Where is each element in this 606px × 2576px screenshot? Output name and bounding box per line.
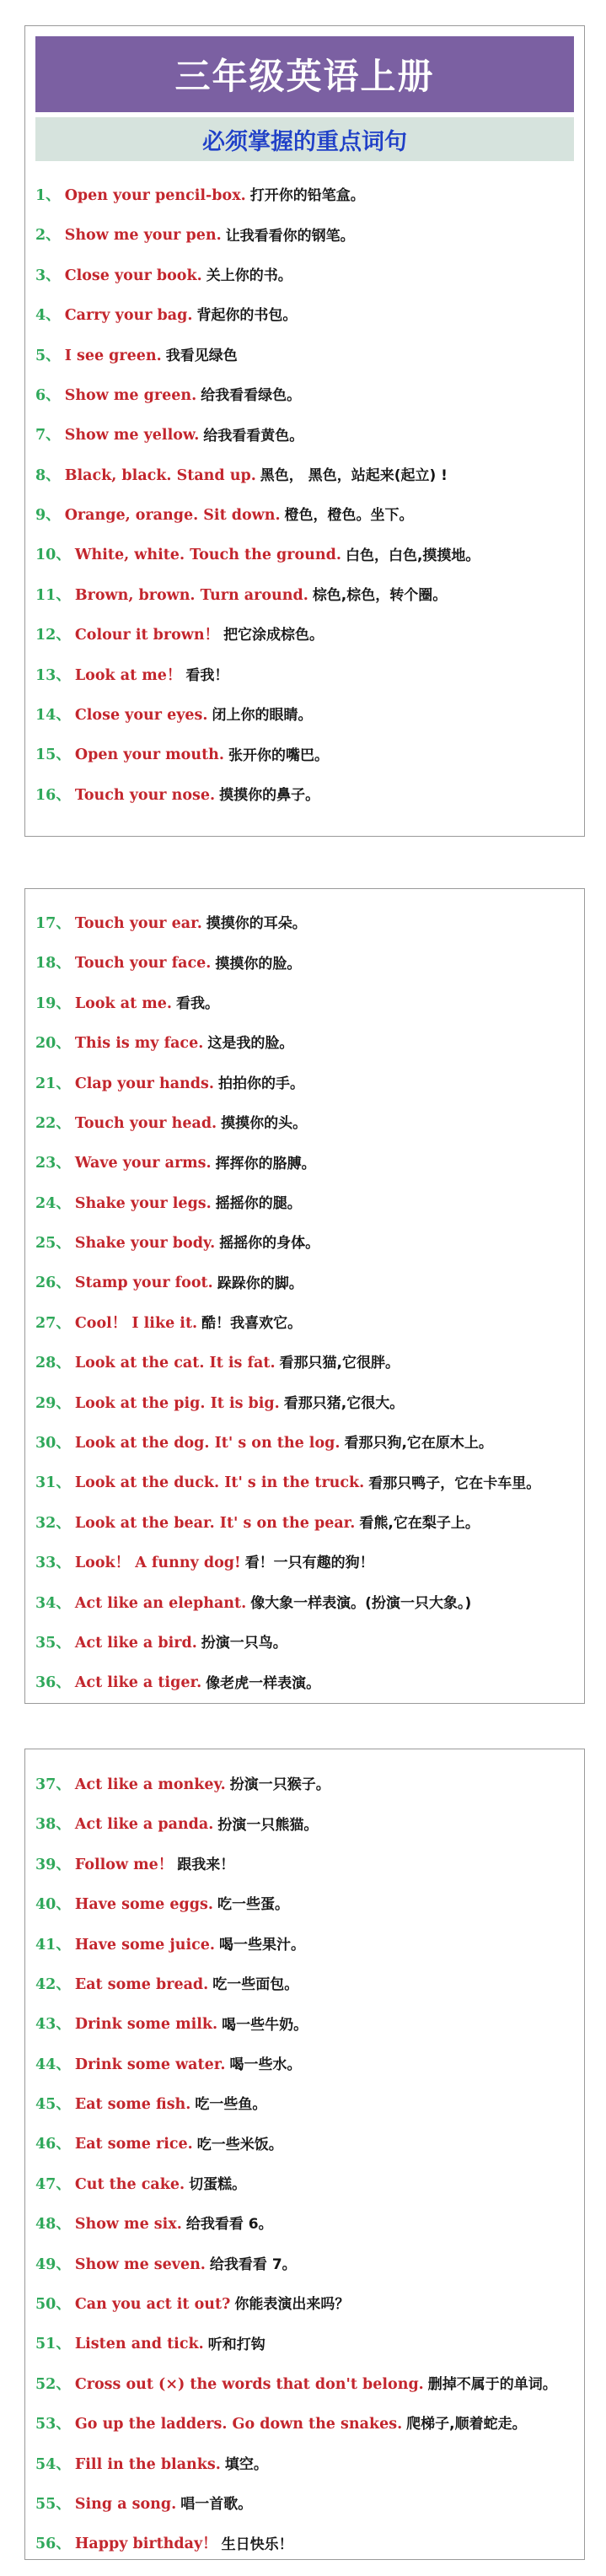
item-number: 41、 (35, 1936, 71, 1954)
chinese-translation: 我看见绿色 (165, 347, 238, 364)
item-number: 33、 (35, 1555, 71, 1572)
item-number: 34、 (35, 1594, 71, 1612)
item-number: 14、 (35, 707, 71, 725)
chinese-translation: 摇摇你的身体。 (219, 1235, 320, 1253)
chinese-translation: 让我看看你的钢笔。 (225, 227, 355, 245)
item-number: 43、 (35, 2016, 71, 2034)
chinese-translation: 删掉不属于的单词。 (427, 2376, 557, 2394)
english-phrase: Show me green. (64, 386, 197, 404)
item-number: 15、 (35, 746, 71, 764)
chinese-translation: 看！一只有趣的狗！ (244, 1555, 374, 1572)
chinese-translation: 扮演一只猴子。 (229, 1776, 330, 1794)
item-number: 23、 (35, 1155, 71, 1172)
item-number: 38、 (35, 1816, 71, 1834)
item-number: 21、 (35, 1075, 71, 1092)
chinese-translation: 生日快乐！ (221, 2536, 293, 2553)
phrase-item (35, 2285, 579, 2325)
english-phrase: Open your pencil-box. (64, 186, 246, 204)
chinese-translation: 打开你的铅笔盒。 (249, 187, 365, 205)
item-number: 17、 (35, 914, 71, 932)
phrase-item (35, 2365, 579, 2405)
phrase-item (35, 1805, 579, 1845)
phrase-item (35, 1504, 579, 1544)
phrase-item (35, 1765, 579, 1805)
chinese-translation: 爬梯子,顺着蛇走。 (406, 2416, 527, 2433)
english-phrase: Happy birthday！ (74, 2536, 217, 2553)
english-phrase: Touch your ear. (74, 914, 202, 932)
item-number: 28、 (35, 1355, 71, 1372)
page-title: 三年级英语上册 (35, 36, 574, 112)
phrase-item (35, 296, 579, 336)
phrase-item (35, 576, 579, 616)
english-phrase: Show me yellow. (64, 427, 200, 445)
item-number: 47、 (35, 2175, 71, 2193)
english-phrase: Act like a monkey. (74, 1776, 226, 1793)
item-number: 20、 (35, 1035, 71, 1053)
chinese-translation: 酷！我喜欢它。 (201, 1315, 303, 1333)
english-phrase: Look at me. (74, 994, 172, 1012)
english-phrase: Act like an elephant. (74, 1594, 247, 1612)
item-number: 35、 (35, 1634, 71, 1652)
chinese-translation: 看那只猪,它很大。 (283, 1394, 405, 1412)
english-phrase: Cut the cake. (74, 2175, 185, 2193)
item-number: 45、 (35, 2096, 71, 2114)
chinese-translation: 给我看看绿色。 (201, 387, 302, 405)
english-phrase: Go up the ladders. Go down the snakes. (74, 2416, 403, 2433)
phrase-item (35, 616, 579, 655)
phrase-item (35, 1304, 579, 1344)
english-phrase: Wave your arms. (74, 1155, 212, 1172)
phrase-item (35, 1064, 579, 1104)
chinese-translation: 看那只狗,它在原木上。 (344, 1435, 493, 1452)
chinese-translation: 喝一些水。 (229, 2056, 302, 2073)
phrase-item (35, 736, 579, 775)
phrase-item (35, 337, 579, 376)
english-phrase: Brown, brown. Turn around. (74, 586, 308, 604)
chinese-translation: 关上你的书。 (206, 267, 292, 284)
chinese-translation: 给我看看 7。 (209, 2255, 297, 2273)
phrase-item (35, 904, 579, 944)
item-number: 51、 (35, 2336, 71, 2353)
phrase-item (35, 2325, 579, 2364)
item-number: 31、 (35, 1474, 71, 1492)
phrase-panel-2 (24, 888, 585, 1704)
english-phrase: Touch your nose. (74, 786, 216, 804)
phrase-item (35, 1965, 579, 2005)
chinese-translation: 黑色， 黑色，站起来(起立) ! (260, 466, 448, 484)
phrase-item (35, 696, 579, 736)
english-phrase: Cross out (×) the words that don't belong. (74, 2375, 424, 2393)
chinese-translation: 这是我的脸。 (207, 1035, 294, 1053)
english-phrase: Listen and tick. (74, 2336, 204, 2353)
english-phrase: Touch your face. (74, 955, 212, 973)
item-number: 10、 (35, 547, 71, 564)
english-phrase: Shake your legs. (74, 1194, 212, 1212)
english-phrase: Colour it brown！ (74, 627, 220, 644)
english-phrase: Sing a song. (74, 2495, 177, 2513)
chinese-translation: 吃一些面包。 (212, 1976, 299, 1994)
phrase-item (35, 2405, 579, 2444)
english-phrase: Shake your body. (74, 1235, 216, 1253)
item-number: 2、 (35, 227, 61, 245)
english-phrase: Look at the dog. It' s on the log. (74, 1435, 341, 1452)
english-phrase: Drink some water. (74, 2056, 226, 2073)
phrase-list (35, 904, 579, 1704)
english-phrase: Stamp your foot. (74, 1275, 213, 1292)
phrase-item (35, 2205, 579, 2245)
phrase-item (35, 1144, 579, 1183)
item-number: 9、 (35, 507, 61, 525)
english-phrase: Act like a bird. (74, 1634, 197, 1652)
item-number: 55、 (35, 2495, 71, 2513)
chinese-translation: 摸摸你的脸。 (215, 955, 302, 973)
phrase-item (35, 1024, 579, 1064)
chinese-translation: 看熊,它在梨子上。 (359, 1515, 480, 1533)
phrase-item (35, 1885, 579, 1925)
item-number: 3、 (35, 267, 61, 284)
chinese-translation: 跟我来！ (177, 1856, 235, 1873)
chinese-translation: 跺跺你的脚。 (217, 1275, 303, 1292)
phrase-item (35, 1846, 579, 1885)
english-phrase: Eat some rice. (74, 2136, 193, 2153)
phrase-item (35, 1224, 579, 1264)
phrase-item (35, 2245, 579, 2285)
chinese-translation: 给我看看 6。 (185, 2216, 273, 2234)
english-phrase: Can you act it out? (74, 2296, 231, 2314)
chinese-translation: 看那只猫,它很胖。 (279, 1355, 400, 1372)
phrase-list (35, 1765, 579, 2565)
english-phrase: Show me your pen. (64, 227, 222, 245)
chinese-translation: 你能表演出来吗？ (234, 2296, 350, 2314)
phrase-item (35, 1663, 579, 1703)
phrase-panel-1 (24, 25, 585, 837)
english-phrase: Eat some fish. (74, 2096, 191, 2114)
item-number: 56、 (35, 2536, 71, 2553)
english-phrase: Eat some bread. (74, 1975, 209, 1993)
item-number: 44、 (35, 2056, 71, 2073)
chinese-translation: 吃一些鱼。 (195, 2096, 267, 2114)
item-number: 26、 (35, 1275, 71, 1292)
chinese-translation: 摸摸你的鼻子。 (219, 787, 320, 805)
english-phrase: Drink some milk. (74, 2016, 218, 2034)
phrase-item (35, 1424, 579, 1463)
chinese-translation: 吃一些蛋。 (217, 1896, 289, 1914)
phrase-item (35, 1926, 579, 1965)
english-phrase: This is my face. (74, 1035, 204, 1053)
item-number: 8、 (35, 466, 61, 484)
phrase-list (35, 176, 579, 816)
chinese-translation: 给我看看黄色。 (203, 427, 304, 445)
phrase-item (35, 2005, 579, 2045)
item-number: 30、 (35, 1435, 71, 1452)
phrase-item (35, 2126, 579, 2165)
phrase-item (35, 2525, 579, 2564)
english-phrase: Orange, orange. Sit down. (64, 507, 281, 525)
item-number: 39、 (35, 1856, 71, 1873)
item-number: 32、 (35, 1514, 71, 1532)
english-phrase: Open your mouth. (74, 746, 224, 764)
chinese-translation: 看那只鸭子，它在卡车里。 (368, 1474, 541, 1492)
page-subtitle: 必须掌握的重点词句 (35, 117, 574, 161)
phrase-item (35, 496, 579, 536)
english-phrase: Look！ A funny dog! (74, 1555, 241, 1572)
phrase-item (35, 1584, 579, 1624)
phrase-item (35, 984, 579, 1024)
chinese-translation: 像老虎一样表演。 (206, 1674, 321, 1692)
chinese-translation: 切蛋糕。 (189, 2176, 247, 2194)
item-number: 27、 (35, 1314, 71, 1332)
item-number: 49、 (35, 2255, 71, 2273)
chinese-translation: 喝一些牛奶。 (222, 2016, 308, 2034)
chinese-translation: 背起你的书包。 (196, 307, 298, 325)
english-phrase: Touch your head. (74, 1114, 217, 1132)
item-number: 42、 (35, 1975, 71, 1993)
chinese-translation: 把它涂成棕色。 (223, 627, 324, 644)
chinese-translation: 扮演一只鸟。 (201, 1635, 287, 1652)
english-phrase: Look at the pig. It is big. (74, 1394, 280, 1412)
chinese-translation: 摇摇你的腿。 (215, 1194, 302, 1212)
phrase-item (35, 656, 579, 696)
phrase-item (35, 1624, 579, 1663)
english-phrase: Follow me！ (74, 1856, 174, 1873)
phrase-item (35, 376, 579, 416)
item-number: 11、 (35, 586, 71, 604)
chinese-translation: 棕色,棕色，转个圈。 (312, 587, 448, 605)
chinese-translation: 看我！ (185, 666, 229, 684)
phrase-item (35, 1463, 579, 1503)
item-number: 48、 (35, 2216, 71, 2234)
chinese-translation: 摸摸你的耳朵。 (206, 915, 307, 933)
item-number: 13、 (35, 666, 71, 684)
english-phrase: Act like a tiger. (74, 1674, 202, 1692)
chinese-translation: 听和打钩 (207, 2336, 265, 2353)
item-number: 37、 (35, 1776, 71, 1793)
phrase-item (35, 216, 579, 256)
phrase-item (35, 2165, 579, 2205)
item-number: 22、 (35, 1114, 71, 1132)
item-number: 18、 (35, 955, 71, 973)
chinese-translation: 填空。 (224, 2455, 268, 2473)
chinese-translation: 张开你的嘴巴。 (228, 746, 329, 764)
phrase-panel-3 (24, 1749, 585, 2560)
chinese-translation: 看我。 (176, 994, 219, 1012)
english-phrase: Look at me！ (74, 666, 182, 684)
item-number: 5、 (35, 347, 61, 364)
chinese-translation: 橙色，橙色。坐下。 (284, 507, 414, 525)
phrase-item (35, 536, 579, 576)
chinese-translation: 白色，白色,摸摸地。 (345, 547, 480, 564)
chinese-translation: 吃一些米饭。 (196, 2136, 283, 2153)
english-phrase: Carry your bag. (64, 307, 193, 325)
item-number: 7、 (35, 427, 61, 445)
phrase-item (35, 1344, 579, 1383)
item-number: 4、 (35, 307, 61, 325)
english-phrase: Black, black. Stand up. (64, 466, 256, 484)
item-number: 53、 (35, 2416, 71, 2433)
item-number: 6、 (35, 386, 61, 404)
phrase-item (35, 1544, 579, 1583)
item-number: 12、 (35, 627, 71, 644)
english-phrase: I see green. (64, 347, 162, 364)
english-phrase: Look at the cat. It is fat. (74, 1355, 276, 1372)
chinese-translation: 摸摸你的头。 (221, 1115, 308, 1133)
phrase-item (35, 2045, 579, 2085)
phrase-item (35, 944, 579, 984)
item-number: 50、 (35, 2296, 71, 2314)
phrase-item (35, 176, 579, 216)
phrase-item (35, 1184, 579, 1224)
phrase-item (35, 2085, 579, 2125)
phrase-item (35, 2485, 579, 2525)
english-phrase: Close your eyes. (74, 707, 208, 725)
english-phrase: Cool！ I like it. (74, 1314, 198, 1332)
english-phrase: Have some juice. (74, 1936, 215, 1954)
phrase-item (35, 2445, 579, 2485)
item-number: 54、 (35, 2455, 71, 2473)
phrase-item (35, 1104, 579, 1144)
english-phrase: Fill in the blanks. (74, 2455, 221, 2473)
english-phrase: Show me six. (74, 2216, 182, 2234)
english-phrase: Have some eggs. (74, 1896, 213, 1914)
item-number: 16、 (35, 786, 71, 804)
english-phrase: Show me seven. (74, 2255, 206, 2273)
chinese-translation: 唱一首歌。 (180, 2496, 253, 2514)
phrase-item (35, 776, 579, 816)
english-phrase: Close your book. (64, 267, 202, 284)
chinese-translation: 喝一些果汁。 (218, 1936, 305, 1954)
chinese-translation: 闭上你的眼睛。 (212, 707, 313, 725)
phrase-item (35, 256, 579, 296)
chinese-translation: 挥挥你的胳膊。 (215, 1155, 316, 1172)
item-number: 1、 (35, 186, 61, 204)
phrase-item (35, 416, 579, 455)
english-phrase: White, white. Touch the ground. (74, 547, 341, 564)
item-number: 46、 (35, 2136, 71, 2153)
phrase-item (35, 456, 579, 496)
english-phrase: Look at the bear. It' s on the pear. (74, 1514, 356, 1532)
item-number: 25、 (35, 1235, 71, 1253)
english-phrase: Clap your hands. (74, 1075, 214, 1092)
phrase-item (35, 1264, 579, 1304)
item-number: 19、 (35, 994, 71, 1012)
chinese-translation: 扮演一只熊猫。 (217, 1816, 319, 1834)
item-number: 29、 (35, 1394, 71, 1412)
english-phrase: Look at the duck. It' s in the truck. (74, 1474, 365, 1492)
chinese-translation: 像大象一样表演。(扮演一只大象。) (250, 1594, 472, 1612)
item-number: 52、 (35, 2375, 71, 2393)
phrase-item (35, 1384, 579, 1424)
english-phrase: Act like a panda. (74, 1816, 214, 1834)
item-number: 24、 (35, 1194, 71, 1212)
chinese-translation: 拍拍你的手。 (217, 1075, 304, 1092)
item-number: 36、 (35, 1674, 71, 1692)
item-number: 40、 (35, 1896, 71, 1914)
